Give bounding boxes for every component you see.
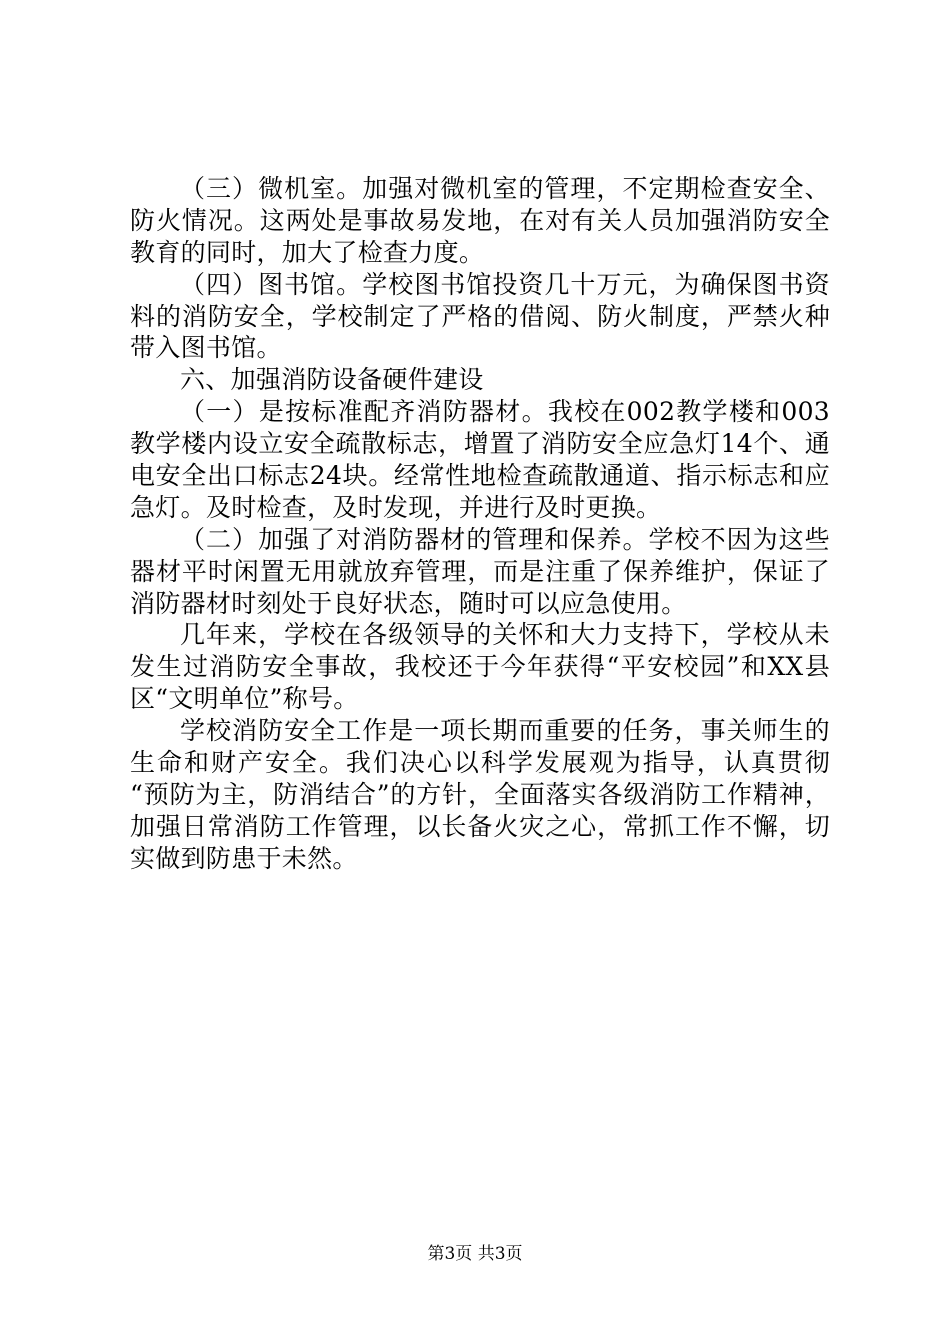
- paragraph-line: 加强日常消防工作管理，以长备火灾之心，常抓工作不懈，切: [130, 811, 830, 841]
- paragraph-line: 防火情况。这两处是事故易发地，在对有关人员加强消防安全: [130, 205, 830, 235]
- section-heading: 六、加强消防设备硬件建设: [180, 365, 484, 395]
- page-footer: 第3页 共3页: [427, 1244, 523, 1264]
- paragraph-line: 急灯。及时检查，及时发现，并进行及时更换。: [130, 492, 662, 522]
- paragraph-line: 区“文明单位”称号。: [130, 684, 359, 714]
- paragraph-line: 消防器材时刻处于良好状态，随时可以应急使用。: [130, 588, 687, 618]
- paragraph-line: 教学楼内设立安全疏散标志，增置了消防安全应急灯14个、通: [130, 429, 830, 459]
- paragraph-line: （四）图书馆。学校图书馆投资几十万元，为确保图书资: [180, 269, 830, 299]
- paragraph-line: （一）是按标准配齐消防器材。我校在002教学楼和003: [180, 397, 830, 427]
- paragraph-line: 几年来，学校在各级领导的关怀和大力支持下，学校从未: [180, 620, 830, 650]
- paragraph-line: （三）微机室。加强对微机室的管理，不定期检查安全、: [180, 174, 830, 203]
- paragraph-line: 器材平时闲置无用就放弃管理，而是注重了保养维护，保证了: [130, 556, 830, 586]
- paragraph-line: 料的消防安全，学校制定了严格的借阅、防火制度，严禁火种: [130, 301, 830, 331]
- paragraph-line: 教育的同时，加大了检查力度。: [130, 237, 485, 267]
- paragraph-line: 电安全出口标志24块。经常性地检查疏散通道、指示标志和应: [130, 461, 830, 491]
- paragraph-line: “预防为主，防消结合”的方针，全面落实各级消防工作精神，: [130, 779, 830, 809]
- paragraph-line: 带入图书馆。: [130, 333, 282, 363]
- paragraph-line: 实做到防患于未然。: [130, 843, 358, 873]
- paragraph-line: （二）加强了对消防器材的管理和保养。学校不因为这些: [180, 524, 830, 554]
- paragraph-line: 发生过消防安全事故，我校还于今年获得“平安校园”和XX县: [130, 652, 830, 682]
- paragraph-line: 学校消防安全工作是一项长期而重要的任务，事关师生的: [180, 716, 830, 746]
- document-body: [130, 173, 830, 875]
- paragraph-line: 生命和财产安全。我们决心以科学发展观为指导，认真贯彻: [130, 748, 830, 778]
